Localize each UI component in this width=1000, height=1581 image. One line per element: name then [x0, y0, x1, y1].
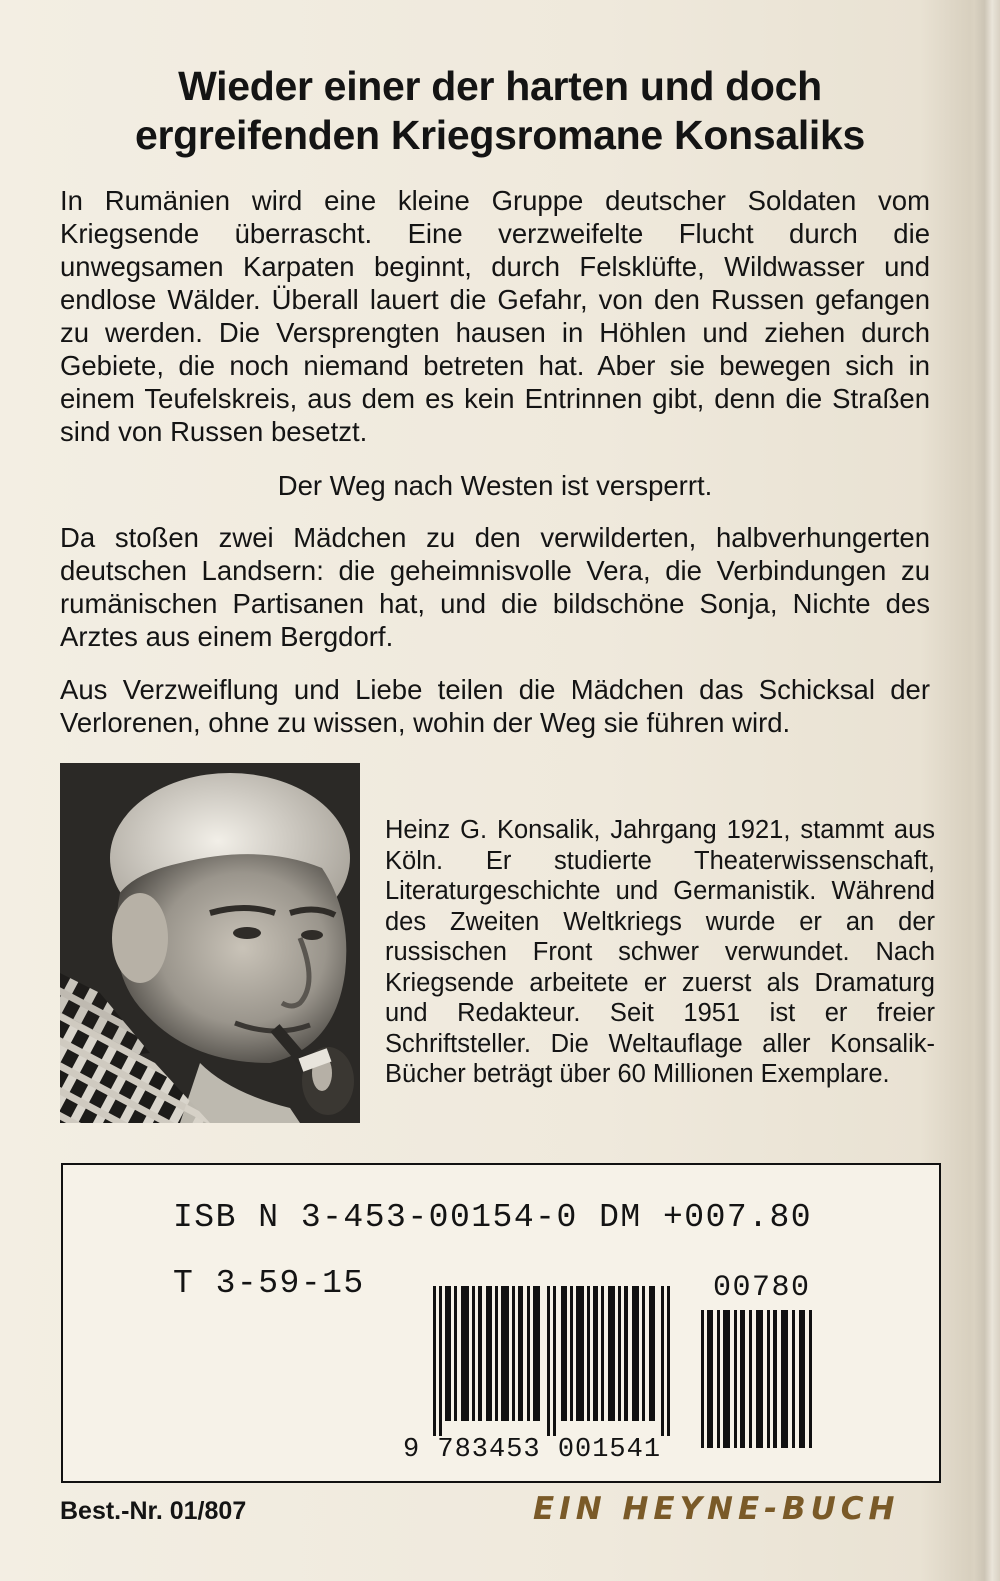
- author-photo: [60, 763, 360, 1123]
- isbn-price-line: ISB N 3-453-00154-0 DM +007.80: [173, 1199, 813, 1236]
- blurb-paragraph-2: Der Weg nach Westen ist versperrt.: [277, 470, 713, 501]
- publisher-imprint: EIN HEYNE-BUCH: [533, 1491, 900, 1527]
- headline: [60, 62, 940, 160]
- page-edge-shadow: [974, 0, 1000, 1581]
- price-addon-barcode: [701, 1310, 821, 1448]
- barcode-digits: 9 783453 001541: [403, 1435, 662, 1465]
- author-portrait-image: [60, 763, 360, 1123]
- t-code-line: T 3-59-15: [173, 1265, 365, 1302]
- headline-line-2: ergreifenden Kriegsromane Konsaliks: [134, 112, 866, 158]
- barcode-panel: [61, 1163, 941, 1483]
- order-number: Best.-Nr. 01/807: [60, 1497, 247, 1525]
- blurb-paragraph-3: Da stoßen zwei Mädchen zu den verwilderten, halbverhungerten deutschen Landsern: die geheimnisvolle Vera, die Verbindungen zu rumänischen Partisanen hat, und die bildschöne Sonja, Nichte des Arztes aus einem Bergdorf.: [60, 522, 930, 652]
- blurb-paragraph-1: In Rumänien wird eine kleine Gruppe deutscher Soldaten vom Kriegsende überrascht. Eine verzweifelte Flucht durch die unwegsamen Karpaten beginnt, durch Felsklüfte, Wildwasser und endlose Wälder. Überall lauert die Gefahr, von den Russen gefangen zu werden. Die Versprengten hausen in Höhlen und ziehen durch Gebiete, die noch niemand betreten hat. Aber sie bewegen sich in einem Teufelskreis, aus dem es kein Entrinnen gibt, denn die Straßen sind von Russen besetzt.: [60, 185, 930, 447]
- headline-line-1: Wieder einer der harten und doch: [178, 63, 822, 109]
- author-biography: Heinz G. Konsalik, Jahrgang 1921, stammt aus Köln. Er studierte Theaterwissenschaft, Literaturgeschichte und Germanistik. Während des Zweiten Weltkriegs wurde er an der russischen Front schwer verwundet. Nach Kriegsende arbeitete er zuerst als Dramaturg und Redakteur. Seit 1951 ist er freier Schriftsteller. Die Weltauflage aller Konsalik-Bücher beträgt über 60 Millionen Exemplare.: [385, 816, 935, 1088]
- blurb-paragraph-4: Aus Verzweiflung und Liebe teilen die Mädchen das Schicksal der Verlorenen, ohne zu wissen, wohin der Weg sie führen wird.: [60, 674, 930, 738]
- price-addon-code: 00780: [713, 1271, 811, 1305]
- ean-barcode: [433, 1286, 683, 1436]
